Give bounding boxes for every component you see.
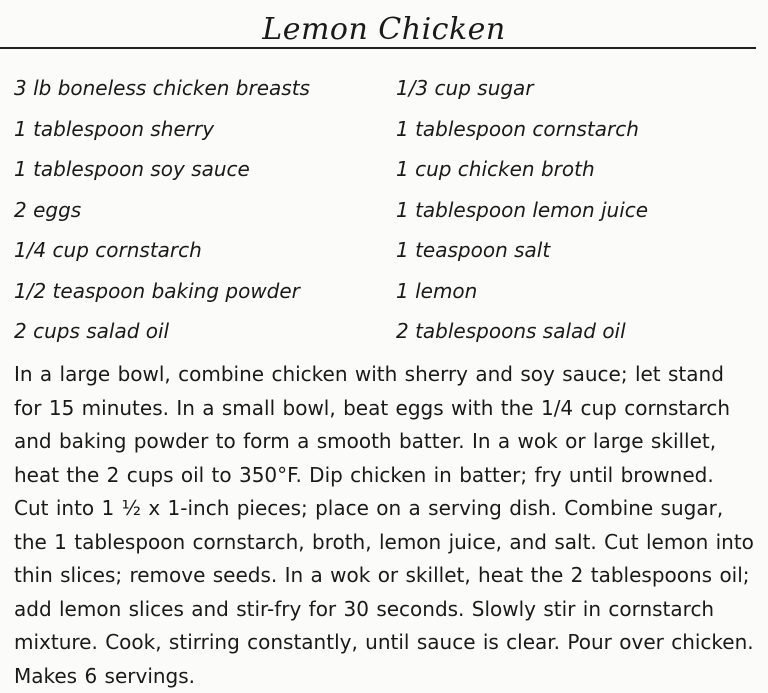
- ingredient-item: 2 tablespoons salad oil: [396, 319, 626, 343]
- ingredient-item: 1 teaspoon salt: [396, 238, 551, 262]
- recipe-title: Lemon Chicken: [262, 12, 506, 47]
- ingredient-item: 3 lb boneless chicken breasts: [14, 76, 310, 100]
- ingredient-item: 1/2 teaspoon baking powder: [14, 278, 300, 303]
- ingredient-item: 1 lemon: [396, 278, 478, 303]
- ingredients-left-column: [14, 72, 310, 356]
- title-rule: [0, 47, 756, 49]
- ingredient-item: 1/3 cup sugar: [396, 76, 534, 100]
- ingredient-item: 1 tablespoon cornstarch: [396, 116, 639, 141]
- ingredients-right-column: [396, 72, 648, 356]
- ingredient-item: 2 eggs: [14, 197, 82, 222]
- ingredient-item: 1 cup chicken broth: [396, 157, 595, 181]
- ingredient-item: 2 cups salad oil: [14, 319, 170, 343]
- recipe-directions: In a large bowl, combine chicken with sherry and soy sauce; let stand for 15 minutes. In a small bowl, beat eggs with the 1/4 cup cornstarch and baking powder to form a smooth batter. In a wok or large skillet, heat the 2 cups oil to 350°F. Dip chicken in batter; fry until browned. Cut into 1 ½ x 1-inch pieces; place on a serving dish. Combine sugar, the 1 tablespoon cornstarch, broth, lemon juice, and salt. Cut lemon into thin slices; remove seeds. In a wok or skillet, heat the 2 tablespoons oil; add lemon slices and stir-fry for 30 seconds. Slowly stir in cornstarch mixture. Cook, stirring constantly, until sauce is clear. Pour over chicken. Makes 6 servings.: [14, 362, 754, 688]
- ingredient-item: 1/4 cup cornstarch: [14, 238, 202, 262]
- ingredient-item: 1 tablespoon soy sauce: [14, 157, 250, 181]
- ingredient-item: 1 tablespoon lemon juice: [396, 197, 649, 222]
- ingredient-item: 1 tablespoon sherry: [14, 116, 215, 141]
